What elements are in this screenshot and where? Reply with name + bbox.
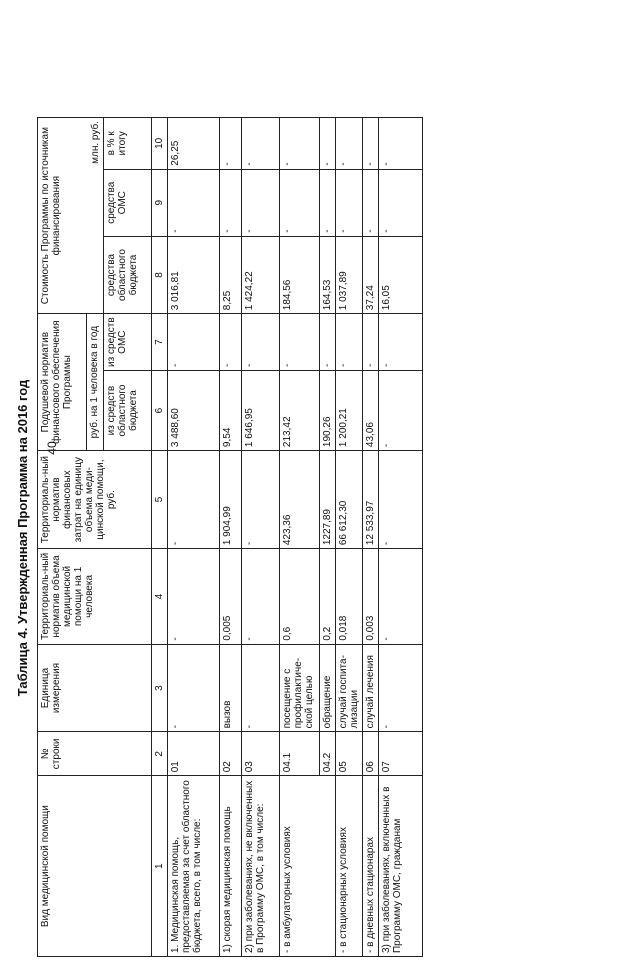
cell-kind: 3) при заболеваниях, включенных в Программу ОМС, гражданам (379, 776, 423, 957)
header-program-cost-title: Стоимость Программы по источникам финансирования (40, 127, 62, 305)
cell-kind: - в амбулаторных условиях (280, 776, 336, 957)
cell-cost: 1227,89 (320, 451, 336, 549)
cell-per-capita-budget: 43,06 (363, 371, 379, 451)
header-cost-budget: средства областного бюджета (104, 236, 152, 313)
cell-cost-budget: 184,56 (280, 236, 320, 313)
col-number: 2 (152, 732, 168, 776)
cell-row-number: 03 (242, 732, 280, 776)
cell-percent: - (320, 118, 336, 170)
col-number: 1 (152, 776, 168, 957)
cell-unit: случай госпита-лизации (336, 644, 363, 732)
cell-unit: - (379, 644, 423, 732)
cell-cost-oms: - (168, 169, 220, 236)
cell-per-capita-budget: 190,26 (320, 371, 336, 451)
cell-unit: посещение с профилактиче-ской целью (280, 644, 320, 732)
cell-cost: 1 904,99 (220, 451, 242, 549)
cell-row-number: 02 (220, 732, 242, 776)
cell-percent: - (242, 118, 280, 170)
cell-row-number: 04.2 (320, 732, 336, 776)
cell-per-capita-budget: 9,54 (220, 371, 242, 451)
table-row (242, 118, 280, 957)
cell-volume: - (379, 549, 423, 645)
cell-cost-oms: - (242, 169, 280, 236)
header-per-capita-unit: руб. на 1 человека в год (86, 314, 103, 451)
cell-cost: 12 533,97 (363, 451, 379, 549)
cell-percent: - (336, 118, 363, 170)
cell-cost: 66 612,30 (336, 451, 363, 549)
cell-kind: 1) скорая медицинская помощь (220, 776, 242, 957)
table-row (280, 118, 320, 957)
cell-cost-budget: 37,24 (363, 236, 379, 313)
cell-cost-budget: 16,05 (379, 236, 423, 313)
rotated-page (3, 113, 523, 963)
header-cost-norm: Территориаль-ный норматив финансовых затрат на единицу объема меди-цинской помощи, руб. (38, 451, 152, 549)
table-row (220, 118, 242, 957)
col-number: 3 (152, 644, 168, 732)
header-per-capita-oms: из средств ОМС (104, 314, 152, 371)
table-row (379, 118, 423, 957)
header-cost-percent: в % к итогу (104, 118, 152, 170)
col-number: 7 (152, 314, 168, 371)
cell-per-capita-oms: - (363, 314, 379, 371)
col-number: 5 (152, 451, 168, 549)
header-per-capita: Подушевой норматив финансового обеспечения Программы (38, 314, 87, 451)
header-cost-oms: средства ОМС (104, 169, 152, 236)
col-number: 6 (152, 371, 168, 451)
col-number: 9 (152, 169, 168, 236)
cell-percent: - (363, 118, 379, 170)
table-row (363, 118, 379, 957)
cell-percent: - (379, 118, 423, 170)
cell-per-capita-budget: 213,42 (280, 371, 320, 451)
table-title: Таблица 4. Утвержденная Программа на 2016 год (15, 379, 30, 697)
cell-unit: вызов (220, 644, 242, 732)
cell-volume: 0,2 (320, 549, 336, 645)
cell-kind: - в стационарных условиях (336, 776, 363, 957)
cell-unit: случай лечения (363, 644, 379, 732)
cell-cost: 423,36 (280, 451, 320, 549)
col-number: 4 (152, 549, 168, 645)
col-number: 10 (152, 118, 168, 170)
cell-volume: 0,6 (280, 549, 320, 645)
header-program-cost (38, 118, 104, 314)
cell-cost: - (242, 451, 280, 549)
cell-cost-oms: - (363, 169, 379, 236)
cell-volume: - (242, 549, 280, 645)
cell-per-capita-oms: - (242, 314, 280, 371)
cell-volume: - (168, 549, 220, 645)
cell-per-capita-oms: - (168, 314, 220, 371)
cell-cost: - (379, 451, 423, 549)
header-volume-norm: Территориаль-ный норматив объема медицинской помощи на 1 человека (38, 549, 152, 645)
cell-per-capita-oms: - (220, 314, 242, 371)
cell-percent: - (220, 118, 242, 170)
col-number: 8 (152, 236, 168, 313)
table-row (336, 118, 363, 957)
cell-kind: - в дневных стационарах (363, 776, 379, 957)
cell-cost-budget: 8,25 (220, 236, 242, 313)
table-body (168, 118, 423, 957)
program-table (37, 117, 423, 957)
cell-cost-oms: - (220, 169, 242, 236)
cell-row-number: 05 (336, 732, 363, 776)
cell-per-capita-budget: - (379, 371, 423, 451)
cell-cost-budget: 1 037,89 (336, 236, 363, 313)
cell-unit: - (242, 644, 280, 732)
cell-per-capita-oms: - (379, 314, 423, 371)
header-program-cost-unit: млн. руб. (90, 121, 101, 164)
cell-unit: обращение (320, 644, 336, 732)
cell-cost-budget: 164,53 (320, 236, 336, 313)
cell-cost-oms: - (320, 169, 336, 236)
cell-per-capita-oms: - (280, 314, 320, 371)
header-row-number: № строки (38, 732, 152, 776)
cell-per-capita-oms: - (336, 314, 363, 371)
cell-per-capita-oms: - (320, 314, 336, 371)
cell-row-number: 07 (379, 732, 423, 776)
cell-per-capita-budget: 3 488,60 (168, 371, 220, 451)
cell-unit: - (168, 644, 220, 732)
page-number: 40 (45, 441, 59, 455)
cell-kind: 2) при заболеваниях, не включенных в Программу ОМС, в том числе: (242, 776, 280, 957)
cell-volume: 0,018 (336, 549, 363, 645)
cell-per-capita-budget: 1 646,95 (242, 371, 280, 451)
cell-cost-oms: - (280, 169, 320, 236)
cell-per-capita-budget: 1 200,21 (336, 371, 363, 451)
cell-cost-oms: - (379, 169, 423, 236)
header-per-capita-budget: из средств областного бюджета (104, 371, 152, 451)
cell-volume: 0,003 (363, 549, 379, 645)
header-kind: Вид медицинской помощи (38, 776, 152, 957)
cell-kind: 1. Медицинская помощь, предоставляемая за счет областного бюджета, всего, в том числе: (168, 776, 220, 957)
cell-row-number: 01 (168, 732, 220, 776)
cell-volume: 0,005 (220, 549, 242, 645)
cell-row-number: 04.1 (280, 732, 320, 776)
table-row (168, 118, 220, 957)
cell-row-number: 06 (363, 732, 379, 776)
cell-cost-oms: - (336, 169, 363, 236)
cell-cost-budget: 1 424,22 (242, 236, 280, 313)
cell-cost: - (168, 451, 220, 549)
cell-percent: - (280, 118, 320, 170)
cell-cost-budget: 3 016,81 (168, 236, 220, 313)
cell-percent: 26,25 (168, 118, 220, 170)
header-unit: Единица измерения (38, 644, 152, 732)
